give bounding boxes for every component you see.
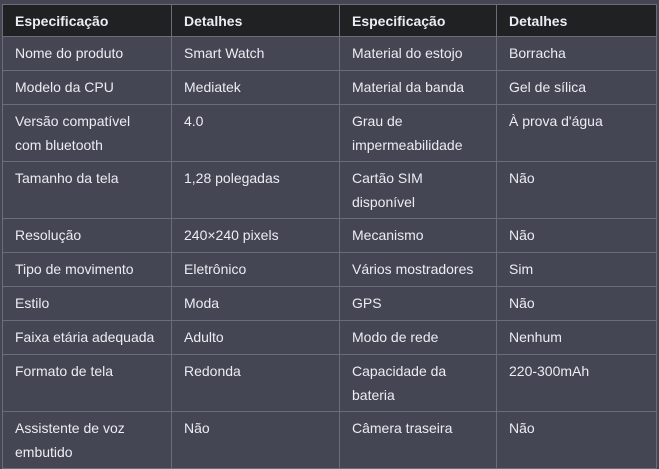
table-row	[3, 321, 657, 355]
table-cell: Cartão SIM disponível	[340, 162, 497, 219]
table-row	[3, 287, 657, 321]
table-cell: GPS	[340, 287, 497, 321]
table-cell: 4.0	[172, 105, 340, 162]
table-cell: Assistente de voz embutido	[3, 412, 172, 469]
table-cell: Não	[497, 162, 657, 219]
table-cell: À prova d'água	[497, 105, 657, 162]
table-row	[3, 412, 657, 469]
table-cell: Eletrônico	[172, 253, 340, 287]
table-cell: Adulto	[172, 321, 340, 355]
table-cell: Faixa etária adequada	[3, 321, 172, 355]
table-cell: Tipo de movimento	[3, 253, 172, 287]
table-cell: Redonda	[172, 355, 340, 412]
table-row	[3, 253, 657, 287]
table-cell: Não	[497, 287, 657, 321]
table-cell: Nome do produto	[3, 37, 172, 71]
table-cell: Mecanismo	[340, 219, 497, 253]
header-spec-2: Especificação	[340, 5, 497, 37]
table-cell: 220-300mAh	[497, 355, 657, 412]
table-cell: Smart Watch	[172, 37, 340, 71]
header-spec-1: Especificação	[3, 5, 172, 37]
table-cell: Mediatek	[172, 71, 340, 105]
header-details-2: Detalhes	[497, 5, 657, 37]
table-row	[3, 105, 657, 162]
table-cell: 240×240 pixels	[172, 219, 340, 253]
table-cell: Material do estojo	[340, 37, 497, 71]
table-row	[3, 162, 657, 219]
specification-table	[2, 4, 657, 469]
table-cell: Não	[497, 412, 657, 469]
table-cell: Vários mostradores	[340, 253, 497, 287]
table-cell: Estilo	[3, 287, 172, 321]
table-cell: Formato de tela	[3, 355, 172, 412]
table-cell: Sim	[497, 253, 657, 287]
table-header-row	[3, 5, 657, 37]
table-row	[3, 37, 657, 71]
table-cell: Capacidade da bateria	[340, 355, 497, 412]
table-row	[3, 71, 657, 105]
table-cell: Versão compatível com bluetooth	[3, 105, 172, 162]
header-details-1: Detalhes	[172, 5, 340, 37]
table-cell: Modelo da CPU	[3, 71, 172, 105]
table-cell: Grau de impermeabilidade	[340, 105, 497, 162]
table-cell: Não	[497, 219, 657, 253]
table-cell: Resolução	[3, 219, 172, 253]
table-row	[3, 355, 657, 412]
table-cell: Moda	[172, 287, 340, 321]
table-cell: Borracha	[497, 37, 657, 71]
table-row	[3, 219, 657, 253]
table-cell: 1,28 polegadas	[172, 162, 340, 219]
table-cell: Modo de rede	[340, 321, 497, 355]
table-cell: Câmera traseira	[340, 412, 497, 469]
table-cell: Não	[172, 412, 340, 469]
table-cell: Gel de sílica	[497, 71, 657, 105]
table-cell: Material da banda	[340, 71, 497, 105]
table-cell: Tamanho da tela	[3, 162, 172, 219]
table-cell: Nenhum	[497, 321, 657, 355]
